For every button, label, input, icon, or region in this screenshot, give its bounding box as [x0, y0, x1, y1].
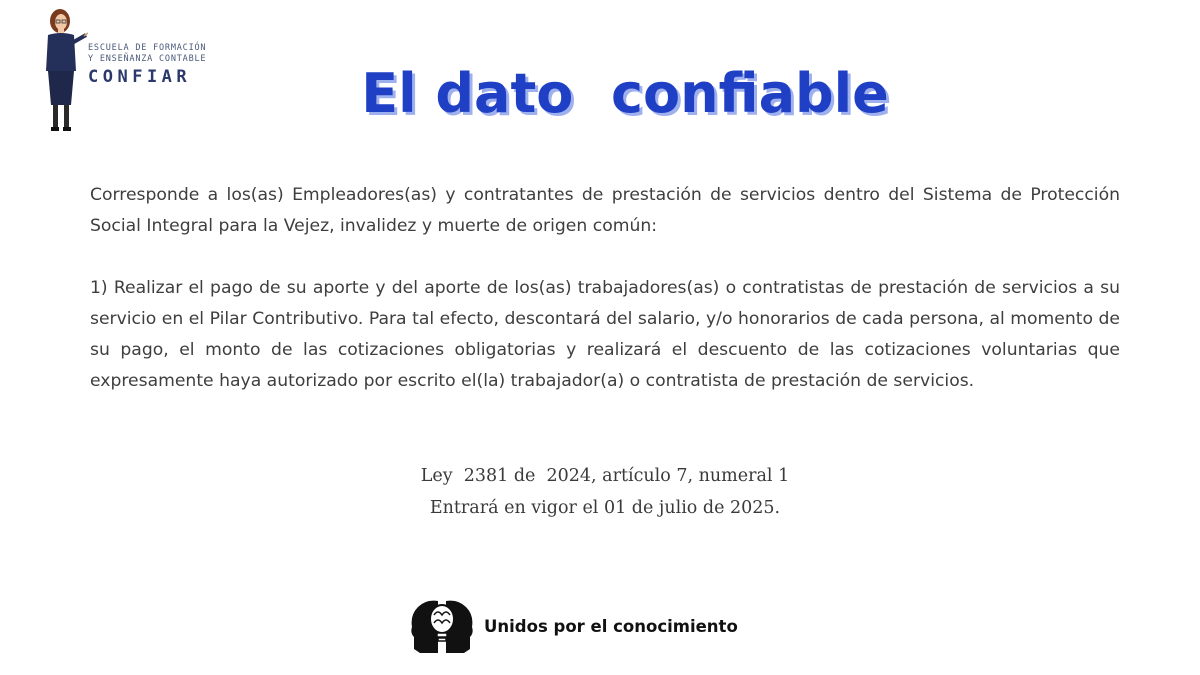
body-text: [90, 180, 1120, 397]
heads-brain-icon: [410, 597, 474, 655]
citation-law: Ley 2381 de 2024, artículo 7, numeral 1: [420, 466, 790, 486]
logo-line-2: Y ENSEÑANZA CONTABLE: [88, 54, 207, 64]
footer-slogan: Unidos por el conocimiento: [484, 616, 738, 636]
paragraph-obligation: 1) Realizar el pago de su aporte y del aporte de los(as) trabajadores(as) o contratistas de prestación de servicios a su servicio en el Pilar Contributivo. Para tal efecto, descontará del salario, y/o honorarios de cada persona, al momento de su pago, el monto de las cotizaciones obligatorias y realizará el descuento de las cotizaciones voluntarias que expresamente haya autorizado por escrito el(la) trabajador(a) o contratista de prestación de servicios.: [90, 278, 1120, 391]
citation-effective-date: Entrará en vigor el 01 de julio de 2025.: [429, 498, 781, 518]
logo-line-1: ESCUELA DE FORMACIÓN: [88, 43, 207, 53]
footer: [410, 597, 738, 655]
logo-name: CONFIAR: [88, 67, 192, 87]
paragraph-intro: Corresponde a los(as) Empleadores(as) y contratantes de prestación de servicios dentro del Sistema de Protección Social Integral para la Vejez, invalidez y muerte de origen común:: [90, 185, 1120, 236]
legal-citation: [0, 460, 1200, 524]
page-title: El dato confiable: [361, 62, 889, 125]
